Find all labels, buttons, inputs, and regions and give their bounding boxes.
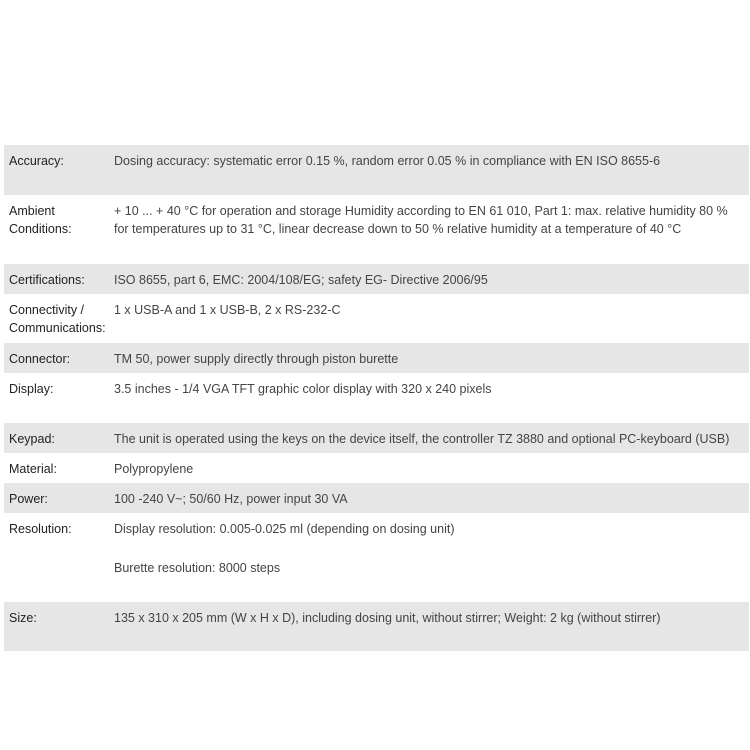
spec-row-display — [4, 373, 749, 423]
spec-row-resolution — [4, 513, 749, 602]
spec-value-text: 135 x 310 x 205 mm (W x H x D), including dosing unit, without stirrer; Weight: 2 kg (without stirrer) — [114, 611, 661, 625]
spec-value-text: The unit is operated using the keys on the device itself, the controller TZ 3880 and optional PC-keyboard (USB) — [114, 432, 730, 446]
spec-value-text: Polypropylene — [114, 462, 194, 476]
spec-value — [114, 343, 749, 373]
spec-row-connectivity — [4, 294, 749, 343]
spec-value-text: 1 x USB-A and 1 x USB-B, 2 x RS-232-C — [114, 303, 341, 317]
spec-value-text: + 10 ... + 40 °C for operation and storage Humidity according to EN 61 010, Part 1: max. relative humidity 80 % for temperatures up to 31 °C, linear decrease down to 50 % relative humidity at a temperature of 40 °C — [114, 204, 728, 236]
spec-value — [114, 145, 749, 195]
spec-row-connector — [4, 343, 749, 373]
spec-label: Keypad: — [9, 432, 55, 446]
spec-value — [114, 195, 749, 264]
spec-value — [114, 264, 749, 294]
spec-label: Display: — [9, 382, 54, 396]
spec-row-keypad — [4, 423, 749, 453]
spec-value — [114, 373, 749, 423]
spec-value — [114, 294, 749, 343]
spec-label: Accuracy: — [9, 154, 64, 168]
spec-row-accuracy — [4, 145, 749, 195]
spec-label: Material: — [9, 462, 57, 476]
spec-label: Connectivity / Communications: — [9, 303, 106, 335]
spec-row-ambient-conditions — [4, 195, 749, 264]
spec-value — [114, 602, 749, 651]
spec-row-certifications — [4, 264, 749, 294]
spec-value — [114, 483, 749, 513]
spec-value-text: 100 -240 V~; 50/60 Hz, power input 30 VA — [114, 492, 348, 506]
spec-label: Size: — [9, 611, 37, 625]
spec-label: Connector: — [9, 352, 71, 366]
spec-label: Ambient Conditions: — [9, 204, 72, 236]
spec-row-size — [4, 602, 749, 651]
spec-value-text: Display resolution: 0.005-0.025 ml (depending on dosing unit) — [114, 522, 455, 536]
spec-value-text: Dosing accuracy: systematic error 0.15 %, random error 0.05 % in compliance with EN ISO 8655-6 — [114, 154, 661, 168]
spec-value-text: TM 50, power supply directly through piston burette — [114, 352, 399, 366]
spec-label: Resolution: — [9, 522, 72, 536]
spec-label: Power: — [9, 492, 48, 506]
spec-label: Certifications: — [9, 273, 85, 287]
spec-value — [114, 423, 749, 453]
spec-value-text: ISO 8655, part 6, EMC: 2004/108/EG; safety EG- Directive 2006/95 — [114, 273, 488, 287]
spec-row-material — [4, 453, 749, 483]
spec-row-power — [4, 483, 749, 513]
spec-value — [114, 513, 749, 602]
spec-value-text: Burette resolution: 8000 steps — [114, 561, 281, 575]
spec-value-text: 3.5 inches - 1/4 VGA TFT graphic color display with 320 x 240 pixels — [114, 382, 492, 396]
specifications-table — [4, 145, 749, 651]
spec-value — [114, 453, 749, 483]
